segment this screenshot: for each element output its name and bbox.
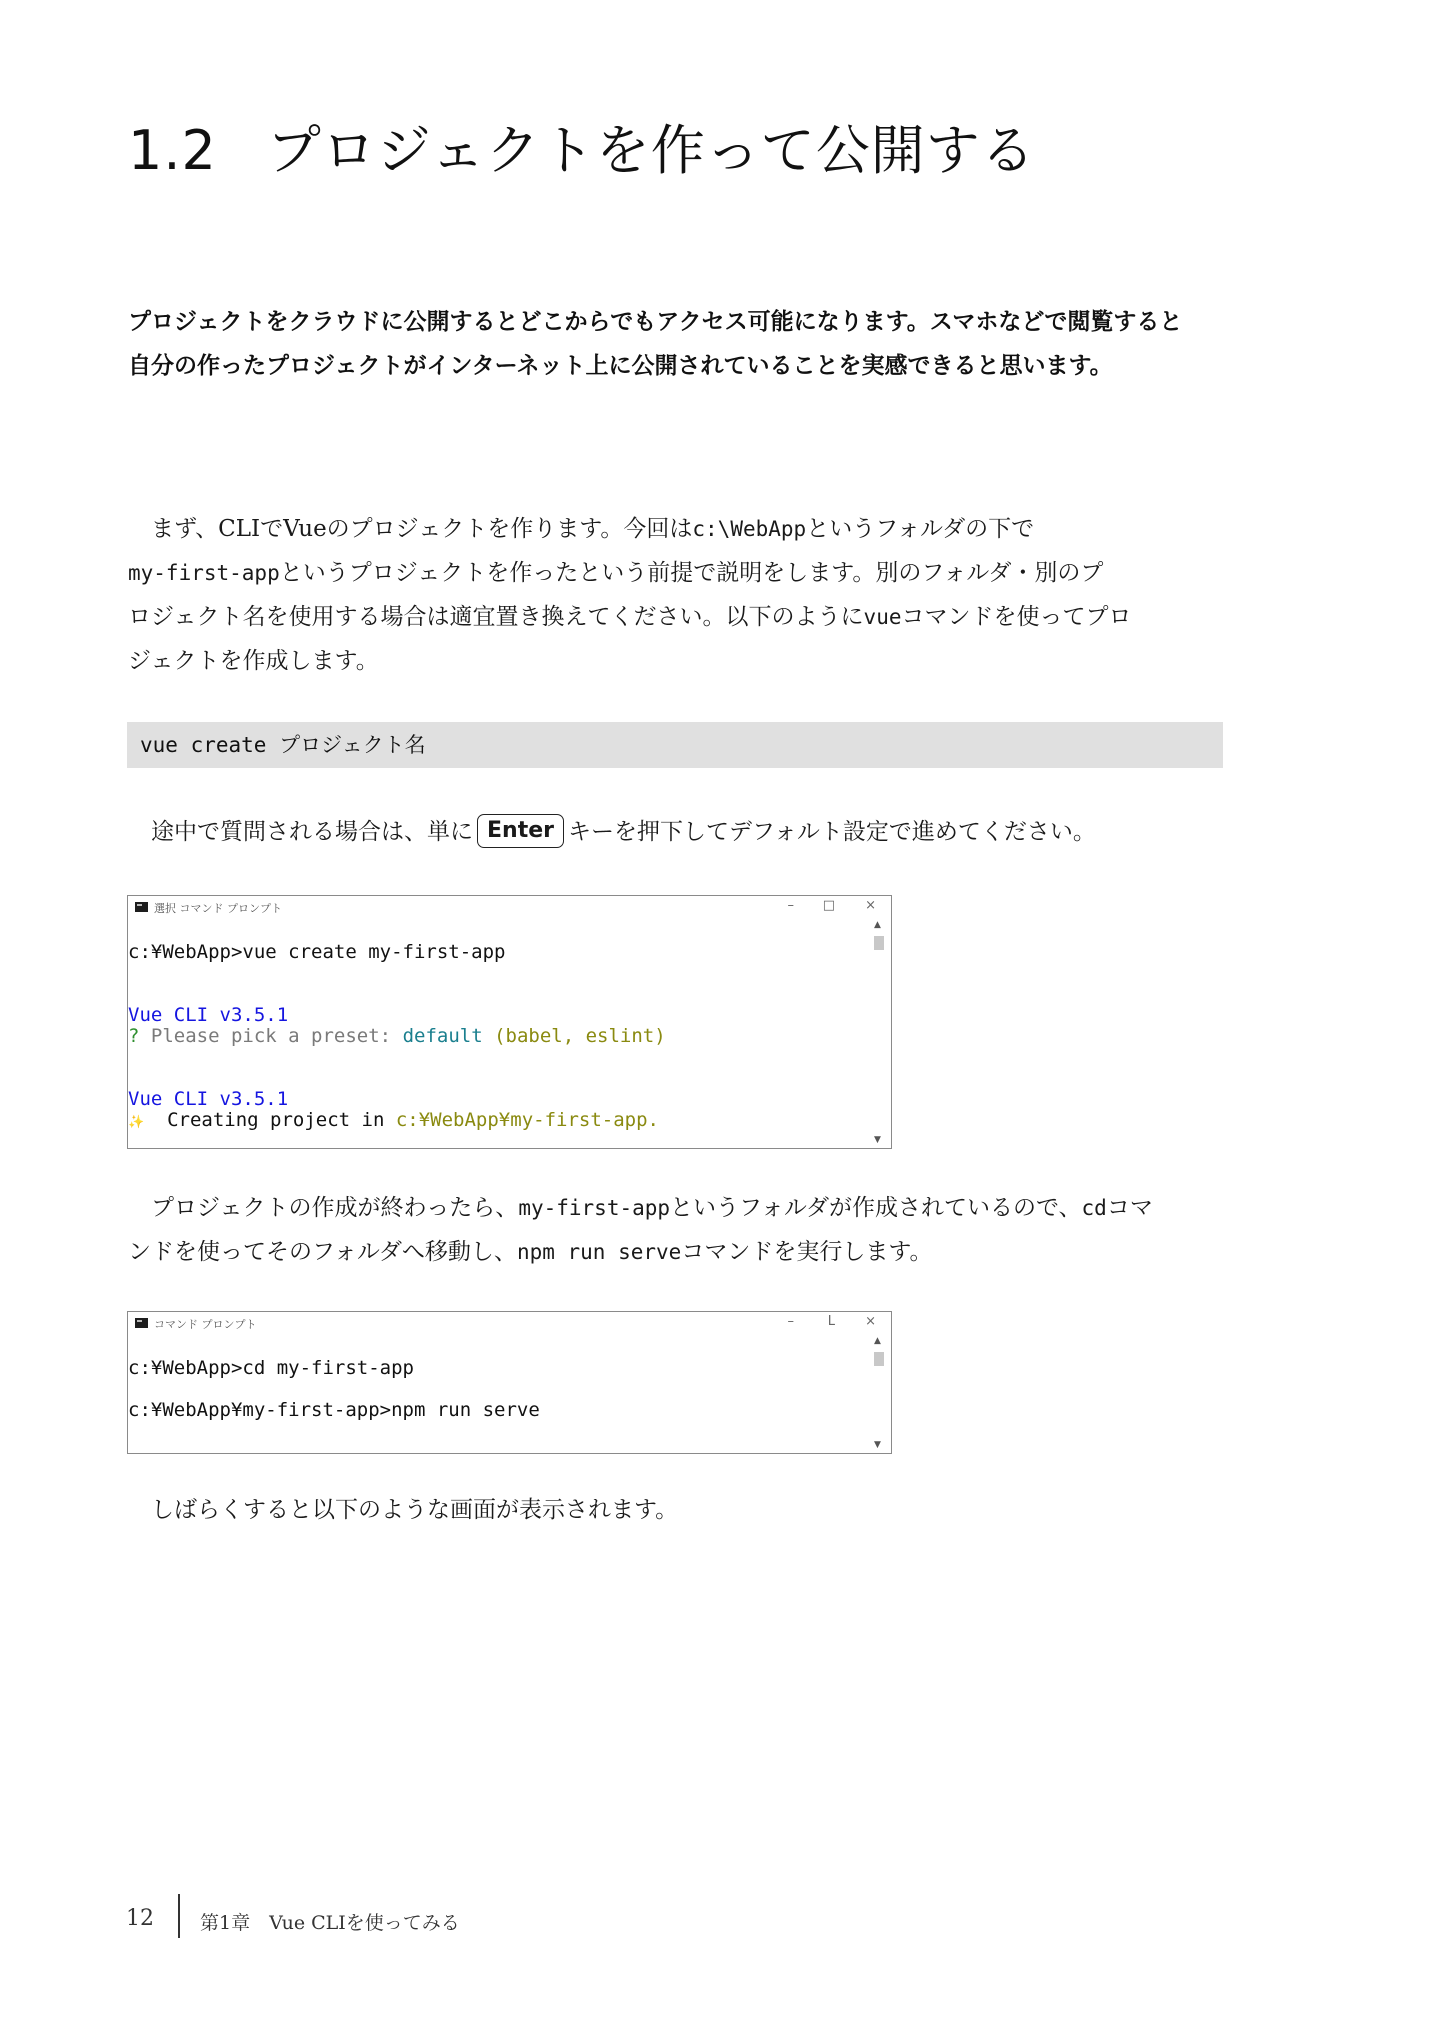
body-paragraph-result — [128, 1488, 1228, 1532]
minimize-button[interactable]: – — [787, 898, 794, 913]
cmd-app-icon — [135, 1318, 148, 1328]
inline-code: my-first-app — [128, 561, 280, 585]
minimize-button[interactable]: – — [787, 1314, 794, 1329]
body-paragraph-intro — [128, 507, 1228, 683]
vertical-scrollbar[interactable] — [873, 920, 885, 1145]
scroll-down-icon[interactable]: ▼ — [874, 1440, 881, 1450]
terminal-title: 選択 コマンド プロンプト — [154, 902, 282, 915]
terminal-window-serve — [127, 1311, 892, 1454]
paragraph-line: my-first-appというプロジェクトを作ったという前提で説明をします。別のフォルダ・別のプ — [128, 560, 1104, 586]
scroll-thumb[interactable] — [874, 936, 884, 950]
code-block: vue create プロジェクト名 — [127, 722, 1223, 768]
paragraph-line: ジェクトを作成します。 — [128, 648, 379, 674]
maximize-button[interactable]: □ — [822, 898, 835, 913]
lead-paragraph — [128, 300, 1228, 388]
terminal-titlebar — [128, 1312, 891, 1336]
paragraph-line: 途中で質問される場合は、単に Enter キーを押下してデフォルト設定で進めてください。 — [128, 810, 1228, 854]
maximize-button[interactable]: L — [827, 1314, 835, 1329]
terminal-line: ✨ Creating project in c:¥WebApp¥my-first-app. — [128, 1109, 659, 1131]
section-title: プロジェクトを作って公開する — [266, 119, 1036, 182]
close-button[interactable]: × — [865, 1314, 876, 1329]
terminal-titlebar — [128, 896, 891, 920]
lead-line: 自分の作ったプロジェクトがインターネット上に公開されていることを実感できると思います。 — [128, 353, 1113, 379]
body-paragraph-cd — [128, 1186, 1228, 1274]
scroll-up-icon[interactable]: ▲ — [874, 1336, 881, 1346]
terminal-line: c:¥WebApp>cd my-first-app — [128, 1357, 414, 1379]
terminal-line: Vue CLI v3.5.1 — [128, 1088, 289, 1110]
paragraph-line: プロジェクトの作成が終わったら、my-first-appというフォルダが作成されているので、cdコマ — [151, 1195, 1153, 1221]
terminal-window-create — [127, 895, 892, 1149]
terminal-line: ? Please pick a preset: default (babel, eslint) — [128, 1025, 666, 1047]
lead-line: プロジェクトをクラウドに公開するとどこからでもアクセス可能になります。スマホなどで閲覧すると — [128, 309, 1183, 335]
vertical-scrollbar[interactable] — [873, 1336, 885, 1450]
scroll-thumb[interactable] — [874, 1352, 884, 1366]
body-paragraph-enter — [128, 810, 1228, 854]
section-number: 1.2 — [128, 119, 217, 182]
inline-code: my-first-app — [518, 1196, 671, 1220]
footer-divider — [178, 1894, 180, 1938]
close-button[interactable]: × — [865, 898, 876, 913]
running-chapter-title: 第1章 Vue CLIを使ってみる — [200, 1912, 460, 1934]
inline-code: npm run serve — [516, 1240, 682, 1264]
enter-key-badge: Enter — [477, 814, 564, 848]
inline-code: cd — [1081, 1196, 1107, 1220]
paragraph-line: まず、CLIでVueのプロジェクトを作ります。今回はc:\WebAppというフォルダの下で — [151, 516, 1035, 542]
terminal-title: コマンド プロンプト — [154, 1318, 257, 1331]
paragraph-line: しばらくすると以下のような画面が表示されます。 — [151, 1497, 679, 1523]
scroll-down-icon[interactable]: ▼ — [874, 1135, 881, 1145]
terminal-line: c:¥WebApp>vue create my-first-app — [128, 941, 506, 963]
inline-code: c:\WebApp — [692, 517, 807, 541]
paragraph-line: ロジェクト名を使用する場合は適宜置き換えてください。以下のようにvueコマンドを使ってプロ — [128, 604, 1132, 630]
section-heading — [128, 108, 1036, 185]
sparkles-icon: ✨ — [128, 1115, 145, 1130]
page-number: 12 — [126, 1906, 154, 1931]
terminal-line: c:¥WebApp¥my-first-app>npm run serve — [128, 1399, 540, 1421]
paragraph-line: ンドを使ってそのフォルダへ移動し、npm run serveコマンドを実行します。 — [128, 1239, 933, 1265]
scroll-up-icon[interactable]: ▲ — [874, 920, 881, 930]
terminal-line: Vue CLI v3.5.1 — [128, 1004, 289, 1026]
cmd-app-icon — [135, 902, 148, 912]
inline-code: vue — [863, 605, 902, 629]
